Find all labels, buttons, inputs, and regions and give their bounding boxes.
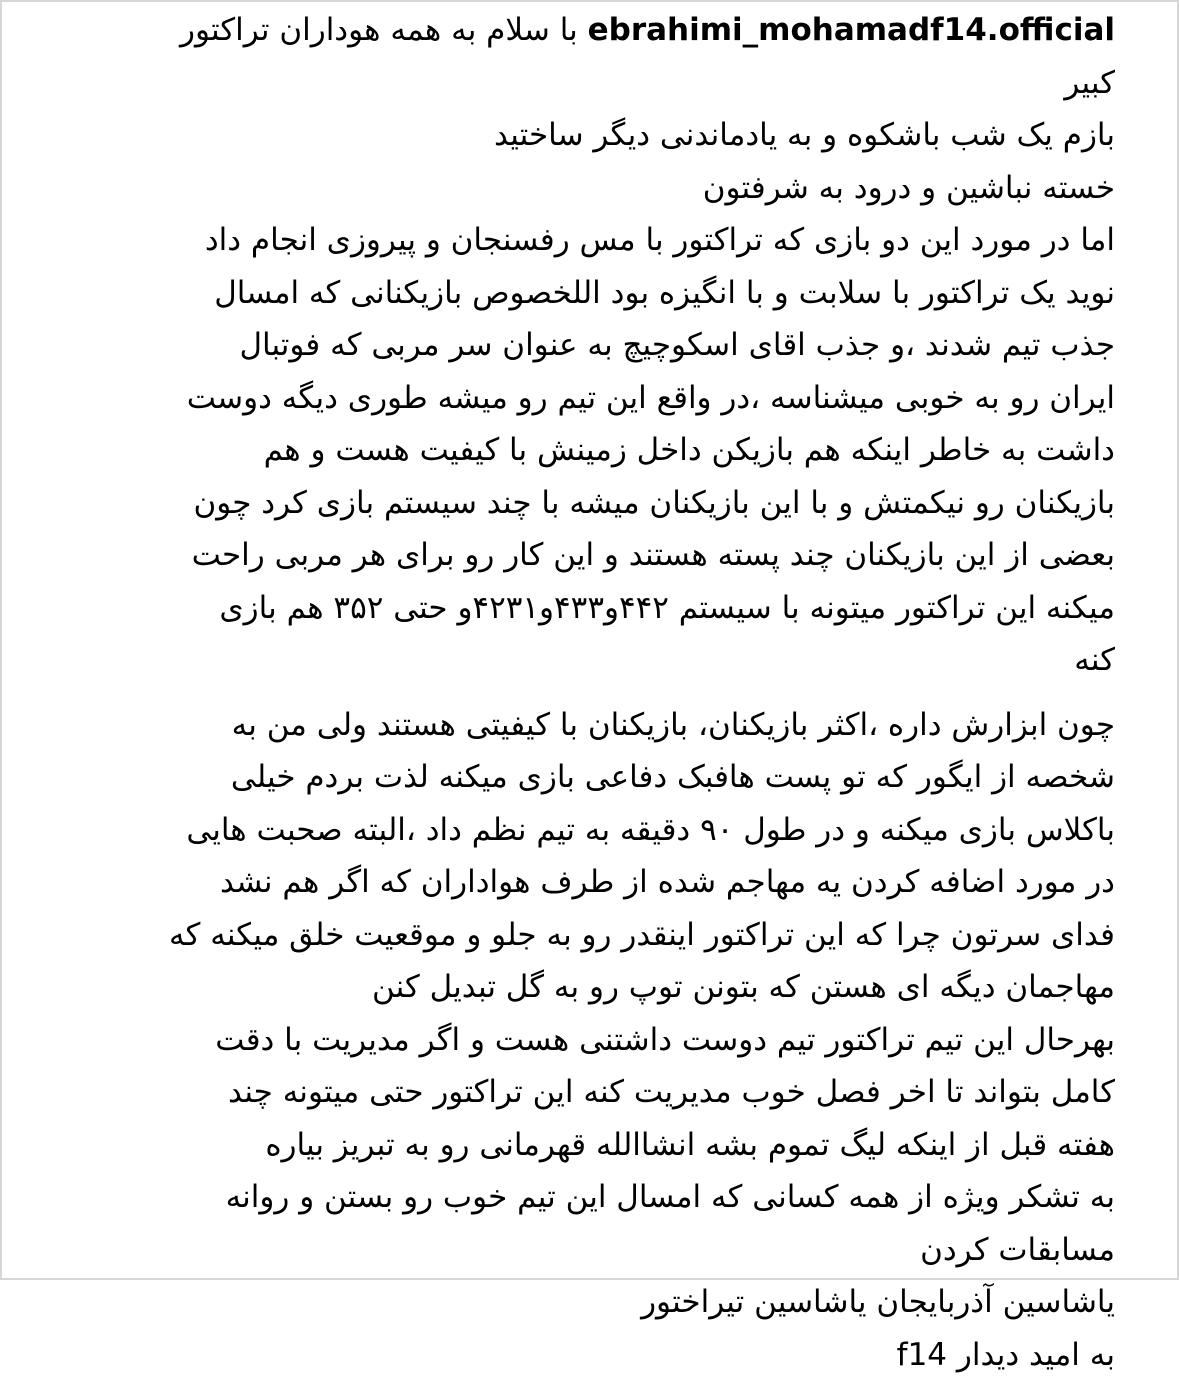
caption-line-26: به امید دیدار f14	[46, 1329, 1115, 1381]
caption-line-9: داشت به خاطر اینکه هم بازیکن داخل زمینش با کیفیت هست و هم	[46, 424, 1115, 477]
caption-line-17: در مورد اضافه کردن یه مهاجم شده از طرف هواداران که اگر هم نشد	[46, 856, 1115, 909]
post-caption	[46, 4, 1115, 1381]
caption-line-21: کامل بتواند تا اخر فصل خوب مدیریت کنه این تراکتور حتی میتونه چند	[46, 1066, 1115, 1119]
caption-line-2: کبیر	[46, 57, 1115, 110]
caption-line-7: جذب تیم شدند ،و جذب اقای اسکوچیچ به عنوان سر مربی که فوتبال	[46, 319, 1115, 372]
caption-line-20: بهرحال این تیم تراکتور تیم دوست داشتنی هست و اگر مدیریت با دقت	[46, 1014, 1115, 1067]
caption-line-12: میکنه این تراکتور میتونه با سیستم ۴۴۲و۴۳۳و۴۲۳۱و حتی ۳۵۲ هم بازی	[46, 582, 1115, 635]
caption-line-6: نوید یک تراکتور با سلابت و با انگیزه بود اللخصوص بازیکنانی که امسال	[46, 267, 1115, 320]
caption-line-15: شخصه از ایگور که تو پست هافبک دفاعی بازی میکنه لذت بردم خیلی	[46, 751, 1115, 804]
caption-line-25: یاشاسین آذربایجان یاشاسین تیراختور	[46, 1276, 1115, 1329]
caption-line-5: اما در مورد این دو بازی که تراکتور با مس رفسنجان و پیروزی انجام داد	[46, 214, 1115, 267]
caption-line-4: خسته نباشین و درود به شرفتون	[46, 162, 1115, 215]
caption-line-11: بعضی از این بازیکنان چند پسته هستند و این کار رو برای هر مربی راحت	[46, 529, 1115, 582]
caption-line-3: بازم یک شب باشکوه و به یادماندنی دیگر ساختید	[46, 109, 1115, 162]
caption-line-14: چون ابزارش داره ،اکثر بازیکنان، بازیکنان با کیفیتی هستند ولی من به	[46, 699, 1115, 752]
caption-line-22: هفته قبل از اینکه لیگ تموم بشه انشاالله قهرمانی رو به تبریز بیاره	[46, 1119, 1115, 1172]
caption-line-10: بازیکنان رو نیکمتش و با این بازیکنان میشه با چند سیستم بازی کرد چون	[46, 477, 1115, 530]
paragraph-gap	[46, 687, 1115, 699]
username-link[interactable]: ebrahimi_mohamadf14.official	[588, 12, 1115, 48]
caption-line-19: مهاجمان دیگه ای هستن که بتونن توپ رو به گل تبدیل کنن	[46, 961, 1115, 1014]
caption-line-16: باکلاس بازی میکنه و در طول ۹۰ دقیقه به تیم نظم داد ،البته صحبت هایی	[46, 804, 1115, 857]
caption-line-1-text: با سلام به همه هوداران تراکتور	[180, 12, 578, 48]
caption-line-13: کنه	[46, 634, 1115, 687]
caption-line-18: فدای سرتون چرا که این تراکتور اینقدر رو به جلو و موقعیت خلق میکنه که	[46, 909, 1115, 962]
caption-line-8: ایران رو به خوبی میشناسه ،در واقع این تیم رو میشه طوری دیگه دوست	[46, 372, 1115, 425]
caption-line-1	[46, 4, 1115, 57]
caption-line-24: مسابقات کردن	[46, 1224, 1115, 1277]
caption-line-23: به تشکر ویژه از همه کسانی که امسال این تیم خوب رو بستن و روانه	[46, 1171, 1115, 1224]
